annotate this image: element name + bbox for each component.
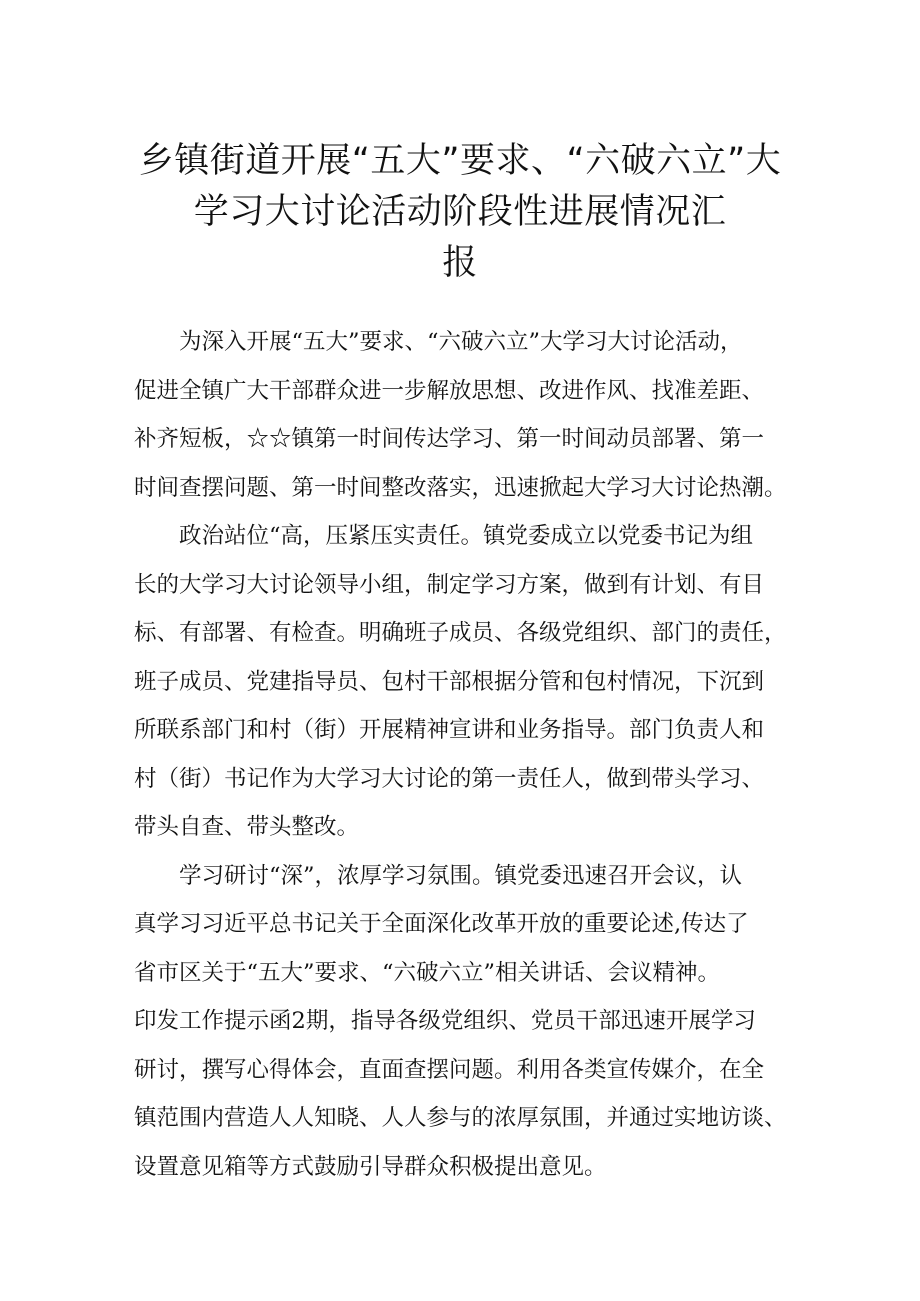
- text-line: 补齐短板，☆☆镇第一时间传达学习、第一时间动员部署、第一: [134, 426, 765, 452]
- text-line: 政治站位“高，压紧压实责任。镇党委成立以党委书记为组: [134, 523, 754, 549]
- text-line: 为深入开展“五大”要求、“六破六立”大学习大讨论活动，: [134, 329, 743, 355]
- text-line: 村（街）书记作为大学习大讨论的第一责任人，做到带头学习、: [134, 765, 765, 792]
- text-line: 促进全镇广大干部群众进一步解放思想、改进作风、找准差距、: [134, 377, 765, 404]
- paragraph-political-stance: [134, 512, 824, 852]
- title-line: 学习大讨论活动阶段性进展情况汇: [193, 192, 727, 232]
- title-line: 报: [442, 243, 478, 283]
- text-line: 带头自查、带头整改。: [134, 814, 360, 840]
- text-line: 印发工作提示函2期，指导各级党组织、党员干部迅速开展学习: [134, 1008, 756, 1034]
- document-body: [134, 318, 824, 1191]
- text-line: 标、有部署、有检查。明确班子成员、各级党组织、部门的责任，: [134, 620, 787, 646]
- paragraph-study-discussion: [134, 852, 824, 1192]
- text-line: 研讨，撰写心得体会，直面查摆问题。利用各类宣传媒介，在全: [134, 1056, 765, 1083]
- text-line: 学习研讨“深”，浓厚学习氛围。镇党委迅速召开会议，认: [134, 862, 743, 889]
- text-line: 长的大学习大讨论领导小组，制定学习方案，做到有计划、有目: [134, 571, 765, 598]
- text-line: 真学习习近平总书记关于全面深化改革开放的重要论述,传达了: [134, 911, 749, 937]
- text-line: 班子成员、党建指导员、包村干部根据分管和包村情况，下沉到: [134, 668, 765, 695]
- paragraph-intro: [134, 318, 824, 512]
- text-line: 镇范围内营造人人知晓、人人参与的浓厚氛围，并通过实地访谈、: [134, 1105, 787, 1131]
- text-line: 设置意见箱等方式鼓励引导群众积极提出意见。: [134, 1153, 607, 1180]
- text-line: 时间查摆问题、第一时间整改落实，迅速掀起大学习大讨论热潮。: [134, 474, 787, 501]
- text-line: 所联系部门和村（街）开展精神宣讲和业务指导。部门负责人和: [134, 717, 765, 743]
- document-title: [110, 136, 810, 289]
- text-line: 省市区关于“五大”要求、“六破六立”相关讲话、会议精神。: [134, 959, 721, 986]
- title-line: 乡镇街道开展“五大”要求、“六破六立”大: [138, 141, 782, 181]
